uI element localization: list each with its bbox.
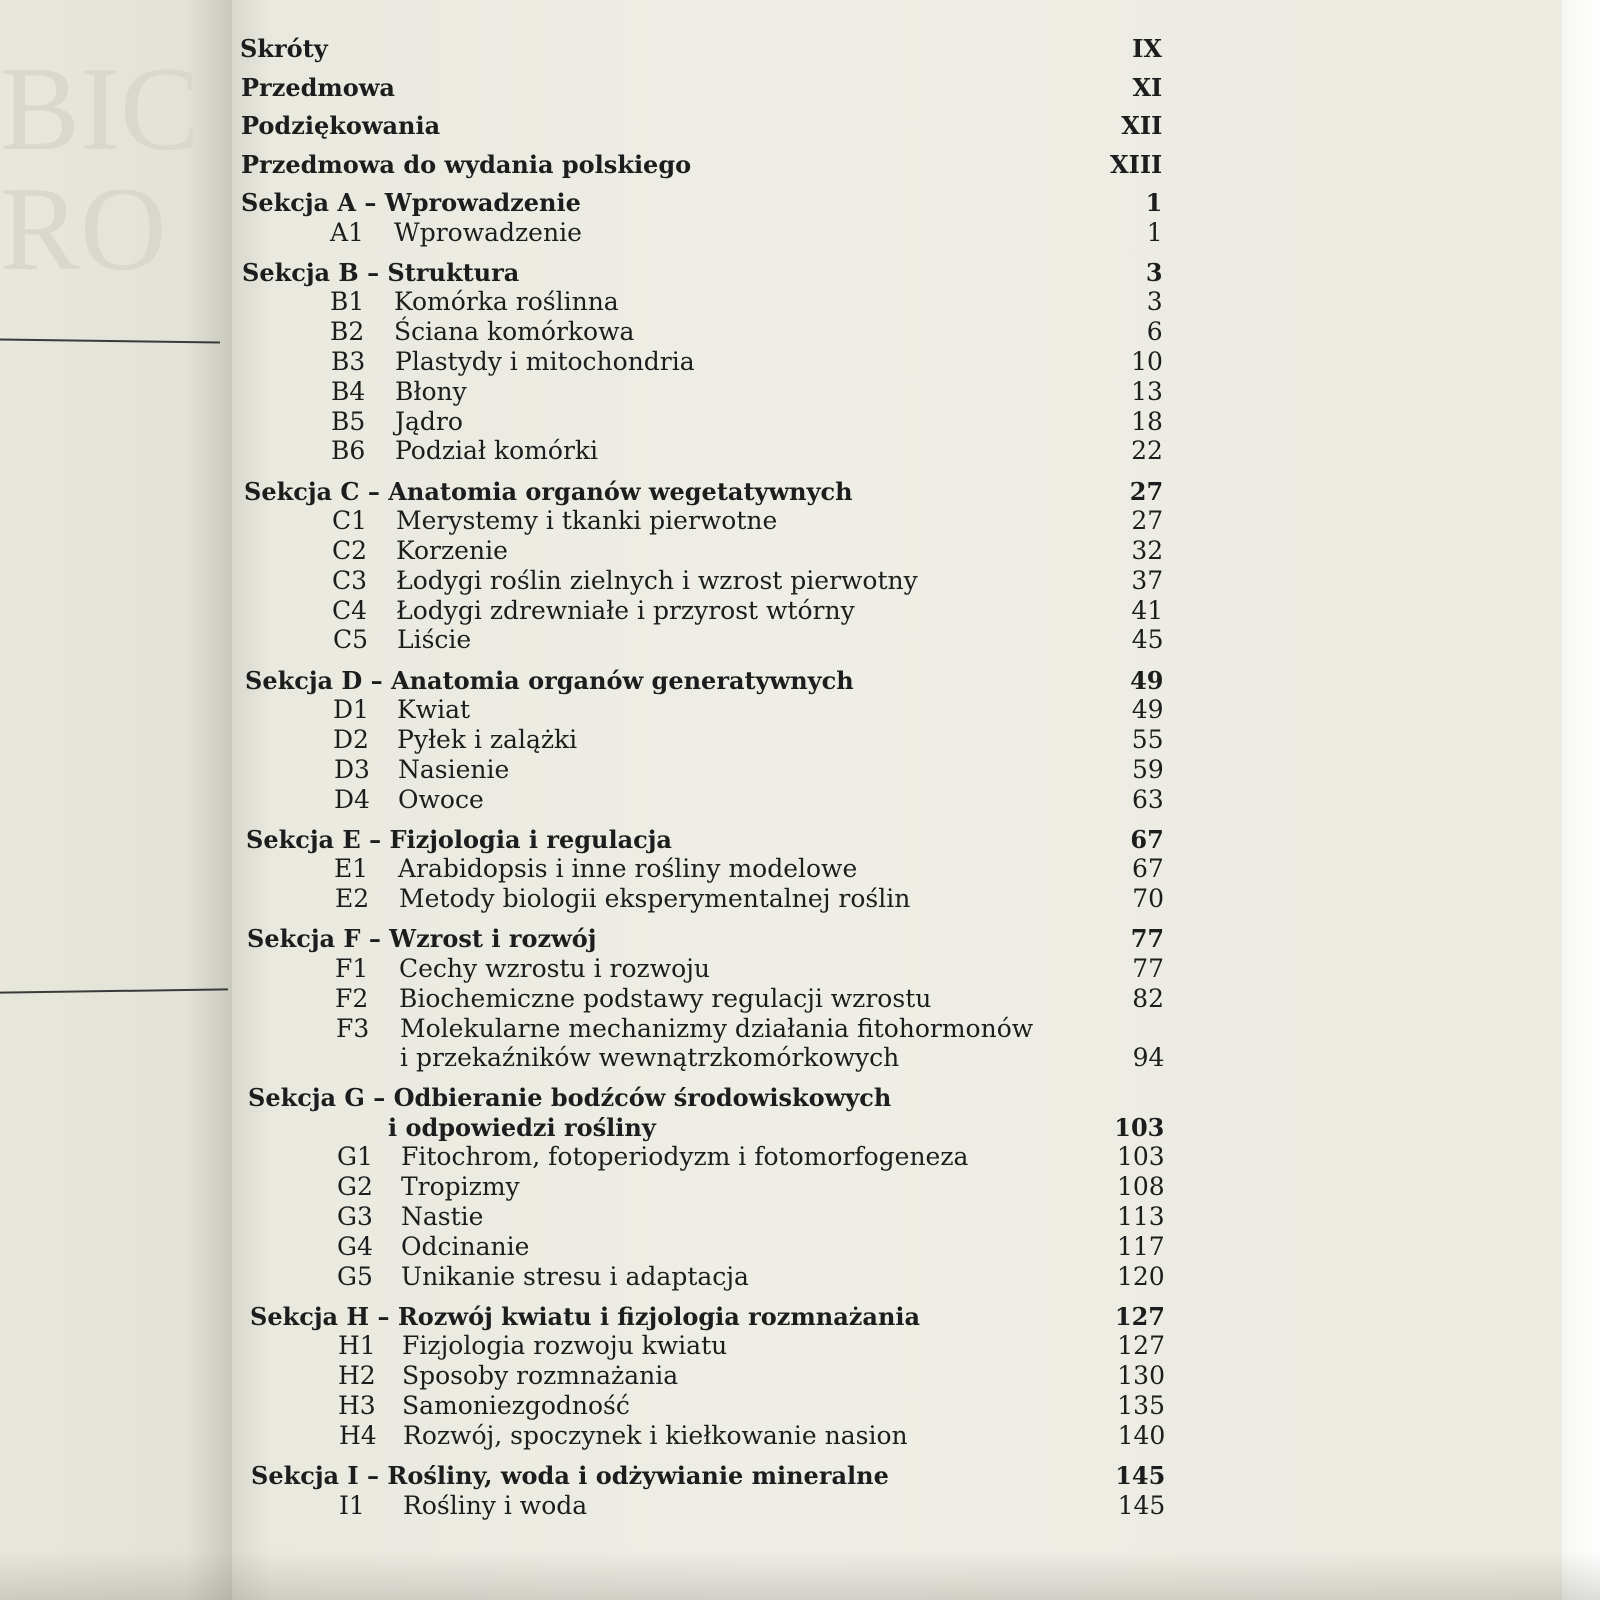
toc-chapter-page: 130 [1117, 1361, 1165, 1391]
toc-section-title: Sekcja C – Anatomia organów wegetatywnych [244, 476, 853, 506]
toc-chapter-title: Podział komórki [395, 436, 599, 466]
toc-chapter-code: B1 [330, 287, 365, 317]
toc-chapter-page: 94 [1132, 1042, 1165, 1072]
toc-chapter-row [232, 287, 1562, 317]
toc-section-title: Sekcja H – Rozwój kwiatu i fizjologia rozmnażania [250, 1301, 921, 1331]
toc-chapter-title: Rośliny i woda [403, 1490, 588, 1520]
toc-chapter-page: 37 [1131, 565, 1164, 595]
facing-page-rule-top [0, 338, 220, 343]
toc-chapter-code: D2 [333, 724, 369, 754]
toc-chapter-row [232, 854, 1562, 884]
toc-chapter-title: Samoniezgodność [402, 1390, 630, 1420]
toc-chapter-page: 49 [1131, 695, 1164, 725]
toc-chapter-title: Korzenie [396, 535, 508, 565]
toc-section-page: 67 [1130, 824, 1164, 854]
toc-chapter-title-cont: i przekaźników wewnątrzkomórkowych [400, 1042, 900, 1072]
toc-chapter-row [232, 1142, 1562, 1172]
toc-chapter-title: Merystemy i tkanki pierwotne [396, 506, 778, 536]
toc-chapter-row [232, 755, 1562, 785]
toc-front-row [232, 34, 1562, 64]
toc-chapter-code: H3 [338, 1390, 376, 1420]
toc-front-title: Podziękowania [241, 111, 441, 140]
toc-chapter-title: Plastydy i mitochondria [395, 346, 695, 376]
toc-chapter-code: G3 [337, 1201, 373, 1231]
toc-chapter-row [232, 884, 1562, 914]
facing-page-ghost-letters: BIC [0, 42, 201, 175]
table-of-contents [232, 0, 1562, 1600]
contents-page [232, 0, 1562, 1600]
facing-page-edge [0, 0, 232, 1600]
toc-chapter-code: C3 [332, 565, 368, 595]
toc-section-row [232, 258, 1562, 288]
toc-chapter-code: H1 [338, 1331, 376, 1361]
toc-chapter-page: 10 [1131, 346, 1163, 376]
toc-section-title-cont: i odpowiedzi rośliny [388, 1112, 656, 1142]
toc-chapter-row [232, 1172, 1562, 1202]
toc-chapter-title: Fizjologia rozwoju kwiatu [402, 1331, 728, 1361]
toc-chapter-page: 45 [1131, 625, 1164, 655]
toc-chapter-row [232, 1232, 1562, 1262]
toc-chapter-title: Nasienie [398, 754, 510, 784]
toc-chapter-page: 113 [1116, 1201, 1165, 1231]
toc-chapter-title: Rozwój, spoczynek i kiełkowanie nasion [403, 1420, 908, 1450]
toc-chapter-page: 32 [1131, 535, 1164, 565]
toc-section-title: Sekcja I – Rośliny, woda i odżywianie mineralne [251, 1461, 889, 1490]
toc-chapter-page: 13 [1131, 376, 1163, 406]
toc-chapter-row [232, 347, 1562, 377]
toc-chapter-title: Łodygi zdrewniałe i przyrost wtórny [396, 595, 855, 625]
toc-chapter-page: 82 [1132, 983, 1165, 1013]
toc-chapter-title: Biochemiczne podstawy regulacji wzrostu [399, 983, 932, 1013]
toc-chapter-row [232, 407, 1562, 437]
toc-chapter-code: D1 [333, 695, 369, 725]
toc-section-row [232, 825, 1562, 855]
toc-front-page: XIII [1109, 149, 1163, 179]
toc-chapter-page: 140 [1117, 1420, 1166, 1450]
toc-chapter-title: Ściana komórkowa [394, 317, 635, 347]
toc-front-page: XI [1132, 72, 1163, 102]
toc-front-row [232, 150, 1562, 180]
toc-section-title: Sekcja F – Wzrost i rozwój [247, 924, 597, 954]
toc-chapter-title: Pyłek i zalążki [397, 724, 578, 754]
toc-chapter-code: B3 [331, 346, 366, 376]
toc-section-page: 1 [1145, 188, 1163, 217]
toc-chapter-row [232, 785, 1562, 815]
toc-chapter-title: Jądro [395, 406, 463, 436]
toc-chapter-code: H4 [339, 1420, 377, 1450]
toc-chapter-code: G4 [337, 1231, 373, 1261]
toc-chapter-page: 59 [1131, 754, 1164, 784]
toc-chapter-code: C4 [332, 595, 368, 625]
toc-chapter-page: 22 [1131, 436, 1163, 466]
toc-chapter-code: F3 [336, 1013, 370, 1043]
toc-chapter-page: 3 [1146, 287, 1163, 317]
toc-chapter-page: 55 [1131, 724, 1164, 754]
toc-chapter-code: E1 [334, 854, 369, 884]
toc-chapter-page: 108 [1116, 1172, 1165, 1202]
toc-chapter-code: D3 [334, 754, 370, 784]
toc-section-title: Sekcja A – Wprowadzenie [241, 188, 581, 217]
toc-chapter-row [232, 1262, 1562, 1292]
toc-chapter-title: Komórka roślinna [394, 287, 619, 317]
toc-section-page: 27 [1129, 476, 1164, 506]
toc-chapter-page: 1 [1146, 217, 1163, 247]
toc-chapter-row [232, 1202, 1562, 1232]
toc-chapter-row [232, 1014, 1562, 1044]
toc-section-page: 127 [1114, 1301, 1165, 1331]
toc-chapter-code: F2 [335, 983, 369, 1013]
toc-chapter-code: G2 [337, 1172, 373, 1202]
toc-chapter-page: 67 [1131, 854, 1164, 884]
toc-chapter-row [232, 1361, 1562, 1391]
toc-chapter-row-cont [232, 1043, 1562, 1073]
toc-chapter-page: 103 [1116, 1142, 1165, 1172]
toc-chapter-code: A1 [330, 217, 364, 247]
toc-section-row [232, 188, 1562, 218]
toc-section-title: Sekcja B – Struktura [242, 257, 520, 287]
toc-section-row [232, 666, 1562, 696]
toc-chapter-code: C1 [332, 506, 368, 536]
toc-chapter-code: D4 [334, 784, 370, 814]
toc-chapter-code: H2 [338, 1361, 376, 1391]
toc-chapter-code: C2 [332, 535, 368, 565]
toc-chapter-title: Odcinanie [401, 1231, 530, 1261]
toc-front-page: XII [1121, 111, 1163, 140]
toc-chapter-code: G5 [337, 1261, 373, 1291]
toc-section-title: Sekcja D – Anatomia organów generatywnych [245, 665, 854, 695]
toc-chapter-page: 41 [1131, 595, 1164, 625]
toc-chapter-title: Arabidopsis i inne rośliny modelowe [398, 854, 858, 884]
toc-chapter-row [232, 954, 1562, 984]
toc-chapter-row [232, 695, 1562, 725]
toc-chapter-row [232, 1391, 1562, 1421]
toc-chapter-row [232, 625, 1562, 655]
toc-front-title: Przedmowa do wydania polskiego [241, 149, 692, 179]
facing-page-ghost-letters-2: RO [0, 162, 167, 295]
toc-chapter-page: 27 [1131, 506, 1164, 536]
toc-section-row [232, 1302, 1562, 1332]
toc-chapter-title: Cechy wzrostu i rozwoju [399, 953, 711, 983]
toc-chapter-row [232, 1331, 1562, 1361]
toc-chapter-row [232, 317, 1562, 347]
toc-chapter-code: B2 [330, 317, 365, 347]
toc-chapter-title: Metody biologii eksperymentalnej roślin [399, 884, 911, 914]
toc-chapter-row [232, 1421, 1562, 1451]
toc-section-page: 145 [1115, 1461, 1166, 1490]
toc-chapter-title: Unikanie stresu i adaptacja [401, 1261, 749, 1291]
toc-chapter-row [232, 218, 1562, 248]
toc-chapter-page: 120 [1116, 1261, 1165, 1291]
toc-chapter-page: 70 [1132, 884, 1165, 914]
toc-chapter-title: Kwiat [397, 695, 471, 725]
toc-chapter-row [232, 506, 1562, 536]
toc-section-page: 77 [1130, 924, 1165, 954]
toc-section-page: 3 [1145, 257, 1163, 287]
toc-chapter-page: 145 [1117, 1490, 1166, 1520]
toc-chapter-row [232, 436, 1562, 466]
toc-chapter-title: Błony [395, 376, 467, 406]
toc-chapter-title: Wprowadzenie [394, 217, 582, 247]
toc-section-row-cont [232, 1113, 1562, 1143]
toc-chapter-row [232, 536, 1562, 566]
toc-chapter-row [232, 1491, 1562, 1521]
facing-page-rule-bottom [0, 988, 228, 993]
toc-chapter-code: I1 [339, 1490, 365, 1520]
toc-chapter-title: Łodygi roślin zielnych i wzrost pierwotny [396, 565, 918, 595]
bottom-shadow [0, 1550, 1600, 1600]
toc-front-row [232, 73, 1562, 103]
toc-chapter-page: 127 [1117, 1331, 1165, 1361]
toc-chapter-title: Nastie [401, 1201, 484, 1231]
toc-chapter-page: 117 [1116, 1231, 1165, 1261]
toc-chapter-title: Liście [397, 625, 472, 655]
page-edge [1562, 0, 1600, 1600]
toc-chapter-code: F1 [335, 953, 369, 983]
toc-front-title: Skróty [240, 34, 328, 63]
toc-chapter-title: Molekularne mechanizmy działania fitohormonów [400, 1013, 1034, 1043]
toc-section-row [232, 477, 1562, 507]
toc-chapter-row [232, 566, 1562, 596]
toc-chapter-row [232, 377, 1562, 407]
toc-chapter-title: Fitochrom, fotoperiodyzm i fotomorfogeneza [401, 1142, 969, 1172]
toc-section-row [232, 924, 1562, 954]
toc-chapter-page: 6 [1146, 317, 1163, 347]
toc-chapter-code: E2 [335, 884, 370, 914]
toc-chapter-code: C5 [333, 625, 369, 655]
toc-section-title: Sekcja E – Fizjologia i regulacja [246, 824, 672, 854]
toc-chapter-page: 18 [1131, 406, 1163, 436]
toc-chapter-code: B6 [331, 436, 366, 466]
toc-chapter-title: Tropizmy [401, 1172, 520, 1202]
toc-front-row [232, 111, 1562, 141]
toc-chapter-code: G1 [337, 1142, 373, 1172]
toc-section-page: 49 [1130, 665, 1164, 695]
toc-chapter-code: B4 [331, 376, 366, 406]
toc-chapter-code: B5 [331, 406, 366, 436]
toc-chapter-page: 77 [1132, 953, 1165, 983]
toc-front-page: IX [1132, 34, 1162, 63]
toc-front-title: Przedmowa [241, 72, 395, 102]
toc-section-page: 103 [1114, 1112, 1165, 1142]
toc-section-row [232, 1461, 1562, 1491]
toc-chapter-page: 135 [1117, 1390, 1165, 1420]
toc-chapter-row [232, 596, 1562, 626]
toc-chapter-page: 63 [1131, 784, 1164, 814]
toc-section-title: Sekcja G – Odbieranie bodźców środowiskowych [248, 1082, 892, 1112]
toc-chapter-title: Sposoby rozmnażania [402, 1361, 679, 1391]
toc-chapter-title: Owoce [398, 784, 484, 814]
toc-chapter-row [232, 725, 1562, 755]
toc-section-row [232, 1083, 1562, 1113]
toc-chapter-row [232, 984, 1562, 1014]
